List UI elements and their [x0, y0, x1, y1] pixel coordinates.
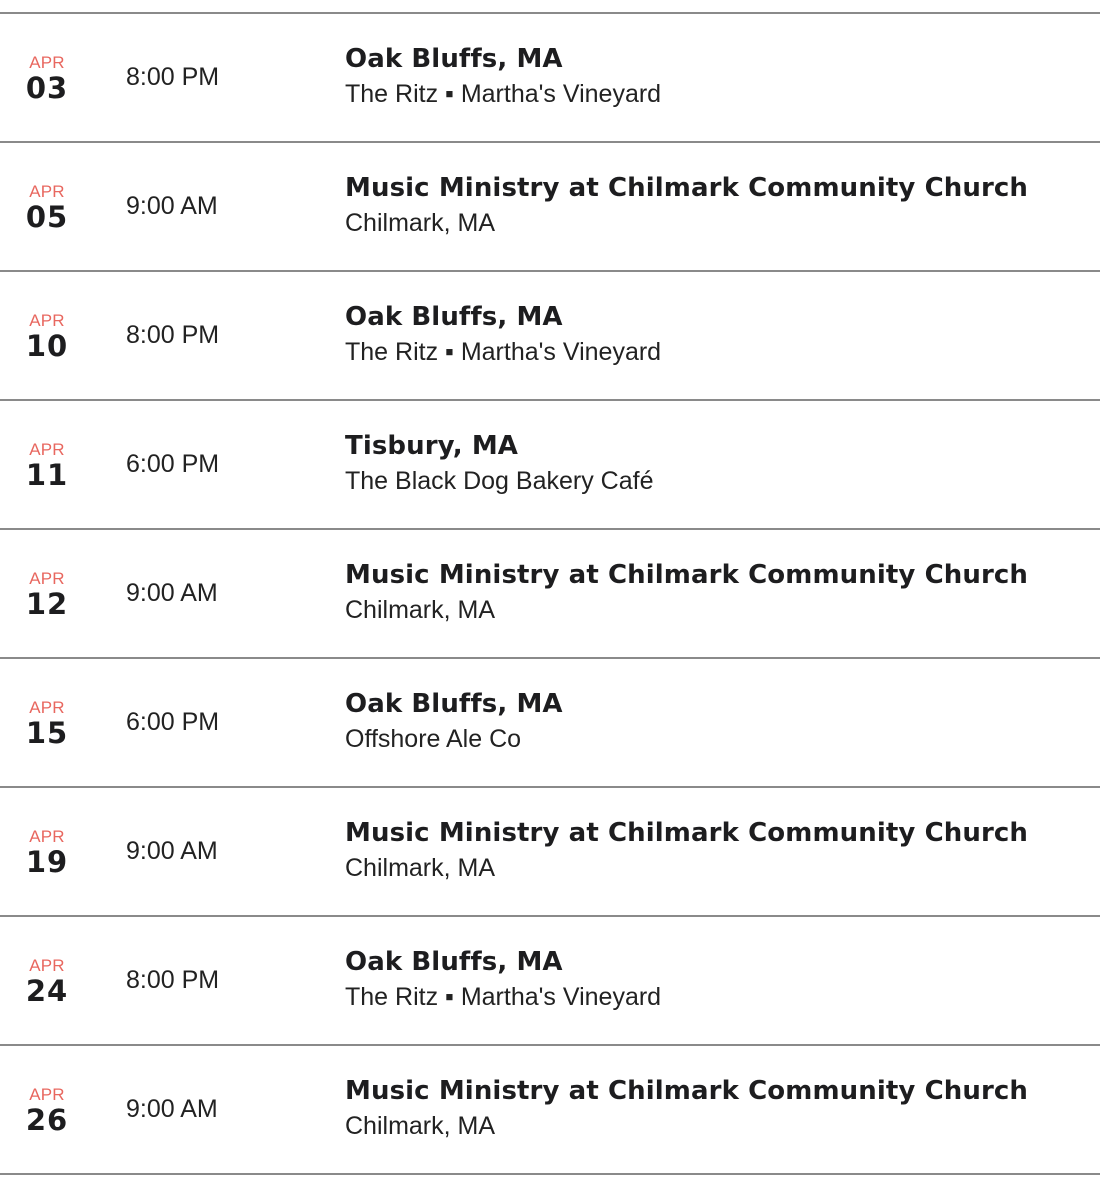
event-title[interactable]: Oak Bluffs, MA	[345, 44, 563, 74]
event-day: 05	[25, 200, 69, 234]
event-row[interactable]	[0, 143, 1100, 272]
event-info	[345, 300, 1080, 370]
event-info	[345, 429, 1080, 499]
event-day: 11	[25, 458, 69, 492]
event-time: 8:00 PM	[126, 63, 220, 91]
event-venue: Chilmark, MA	[345, 854, 496, 882]
event-venue: Chilmark, MA	[345, 596, 496, 624]
event-month: APR	[29, 440, 65, 459]
event-month: APR	[29, 698, 65, 717]
event-month: APR	[29, 827, 65, 846]
event-venue: Offshore Ale Co	[345, 725, 522, 753]
event-row[interactable]	[0, 401, 1100, 530]
event-time: 9:00 AM	[126, 837, 218, 865]
event-title[interactable]: Tisbury, MA	[345, 431, 519, 461]
event-time: 8:00 PM	[126, 966, 220, 994]
event-row[interactable]	[0, 788, 1100, 917]
event-month: APR	[29, 1085, 65, 1104]
event-day: 03	[25, 71, 69, 105]
event-venue: Chilmark, MA	[345, 1112, 496, 1140]
event-info	[345, 687, 1080, 757]
event-day: 10	[25, 329, 69, 363]
event-month: APR	[29, 311, 65, 330]
event-date	[0, 828, 94, 878]
event-day: 15	[25, 716, 69, 750]
event-time: 9:00 AM	[126, 1095, 218, 1123]
event-row[interactable]	[0, 530, 1100, 659]
event-month: APR	[29, 569, 65, 588]
event-date	[0, 699, 94, 749]
event-date	[0, 1086, 94, 1136]
event-date	[0, 312, 94, 362]
event-info	[345, 558, 1080, 628]
event-time: 6:00 PM	[126, 708, 220, 736]
event-row[interactable]	[0, 917, 1100, 1046]
event-title[interactable]: Music Ministry at Chilmark Community Church	[345, 818, 1029, 848]
event-title[interactable]: Music Ministry at Chilmark Community Church	[345, 173, 1029, 203]
event-month: APR	[29, 53, 65, 72]
event-date	[0, 441, 94, 491]
event-venue: The Ritz ▪ Martha's Vineyard	[345, 80, 662, 108]
event-row[interactable]	[0, 272, 1100, 401]
event-info	[345, 945, 1080, 1015]
event-info	[345, 1074, 1080, 1144]
event-title[interactable]: Music Ministry at Chilmark Community Church	[345, 560, 1029, 590]
event-venue: The Ritz ▪ Martha's Vineyard	[345, 338, 662, 366]
event-info	[345, 816, 1080, 886]
event-row[interactable]	[0, 659, 1100, 788]
event-title[interactable]: Oak Bluffs, MA	[345, 947, 563, 977]
event-venue: Chilmark, MA	[345, 209, 496, 237]
event-date	[0, 570, 94, 620]
event-day: 24	[25, 974, 69, 1008]
event-month: APR	[29, 956, 65, 975]
event-venue: The Black Dog Bakery Café	[345, 467, 654, 495]
event-date	[0, 183, 94, 233]
event-day: 12	[25, 587, 69, 621]
event-time: 9:00 AM	[126, 579, 218, 607]
event-time: 9:00 AM	[126, 192, 218, 220]
event-venue: The Ritz ▪ Martha's Vineyard	[345, 983, 662, 1011]
event-row[interactable]	[0, 1046, 1100, 1175]
event-month: APR	[29, 182, 65, 201]
event-row[interactable]	[0, 14, 1100, 143]
event-title[interactable]: Oak Bluffs, MA	[345, 302, 563, 332]
event-time: 8:00 PM	[126, 321, 220, 349]
event-info	[345, 171, 1080, 241]
event-date	[0, 54, 94, 104]
event-title[interactable]: Oak Bluffs, MA	[345, 689, 563, 719]
event-time: 6:00 PM	[126, 450, 220, 478]
event-day: 26	[25, 1103, 69, 1137]
event-date	[0, 957, 94, 1007]
event-title[interactable]: Music Ministry at Chilmark Community Church	[345, 1076, 1029, 1106]
event-info	[345, 42, 1080, 112]
event-day: 19	[25, 845, 69, 879]
